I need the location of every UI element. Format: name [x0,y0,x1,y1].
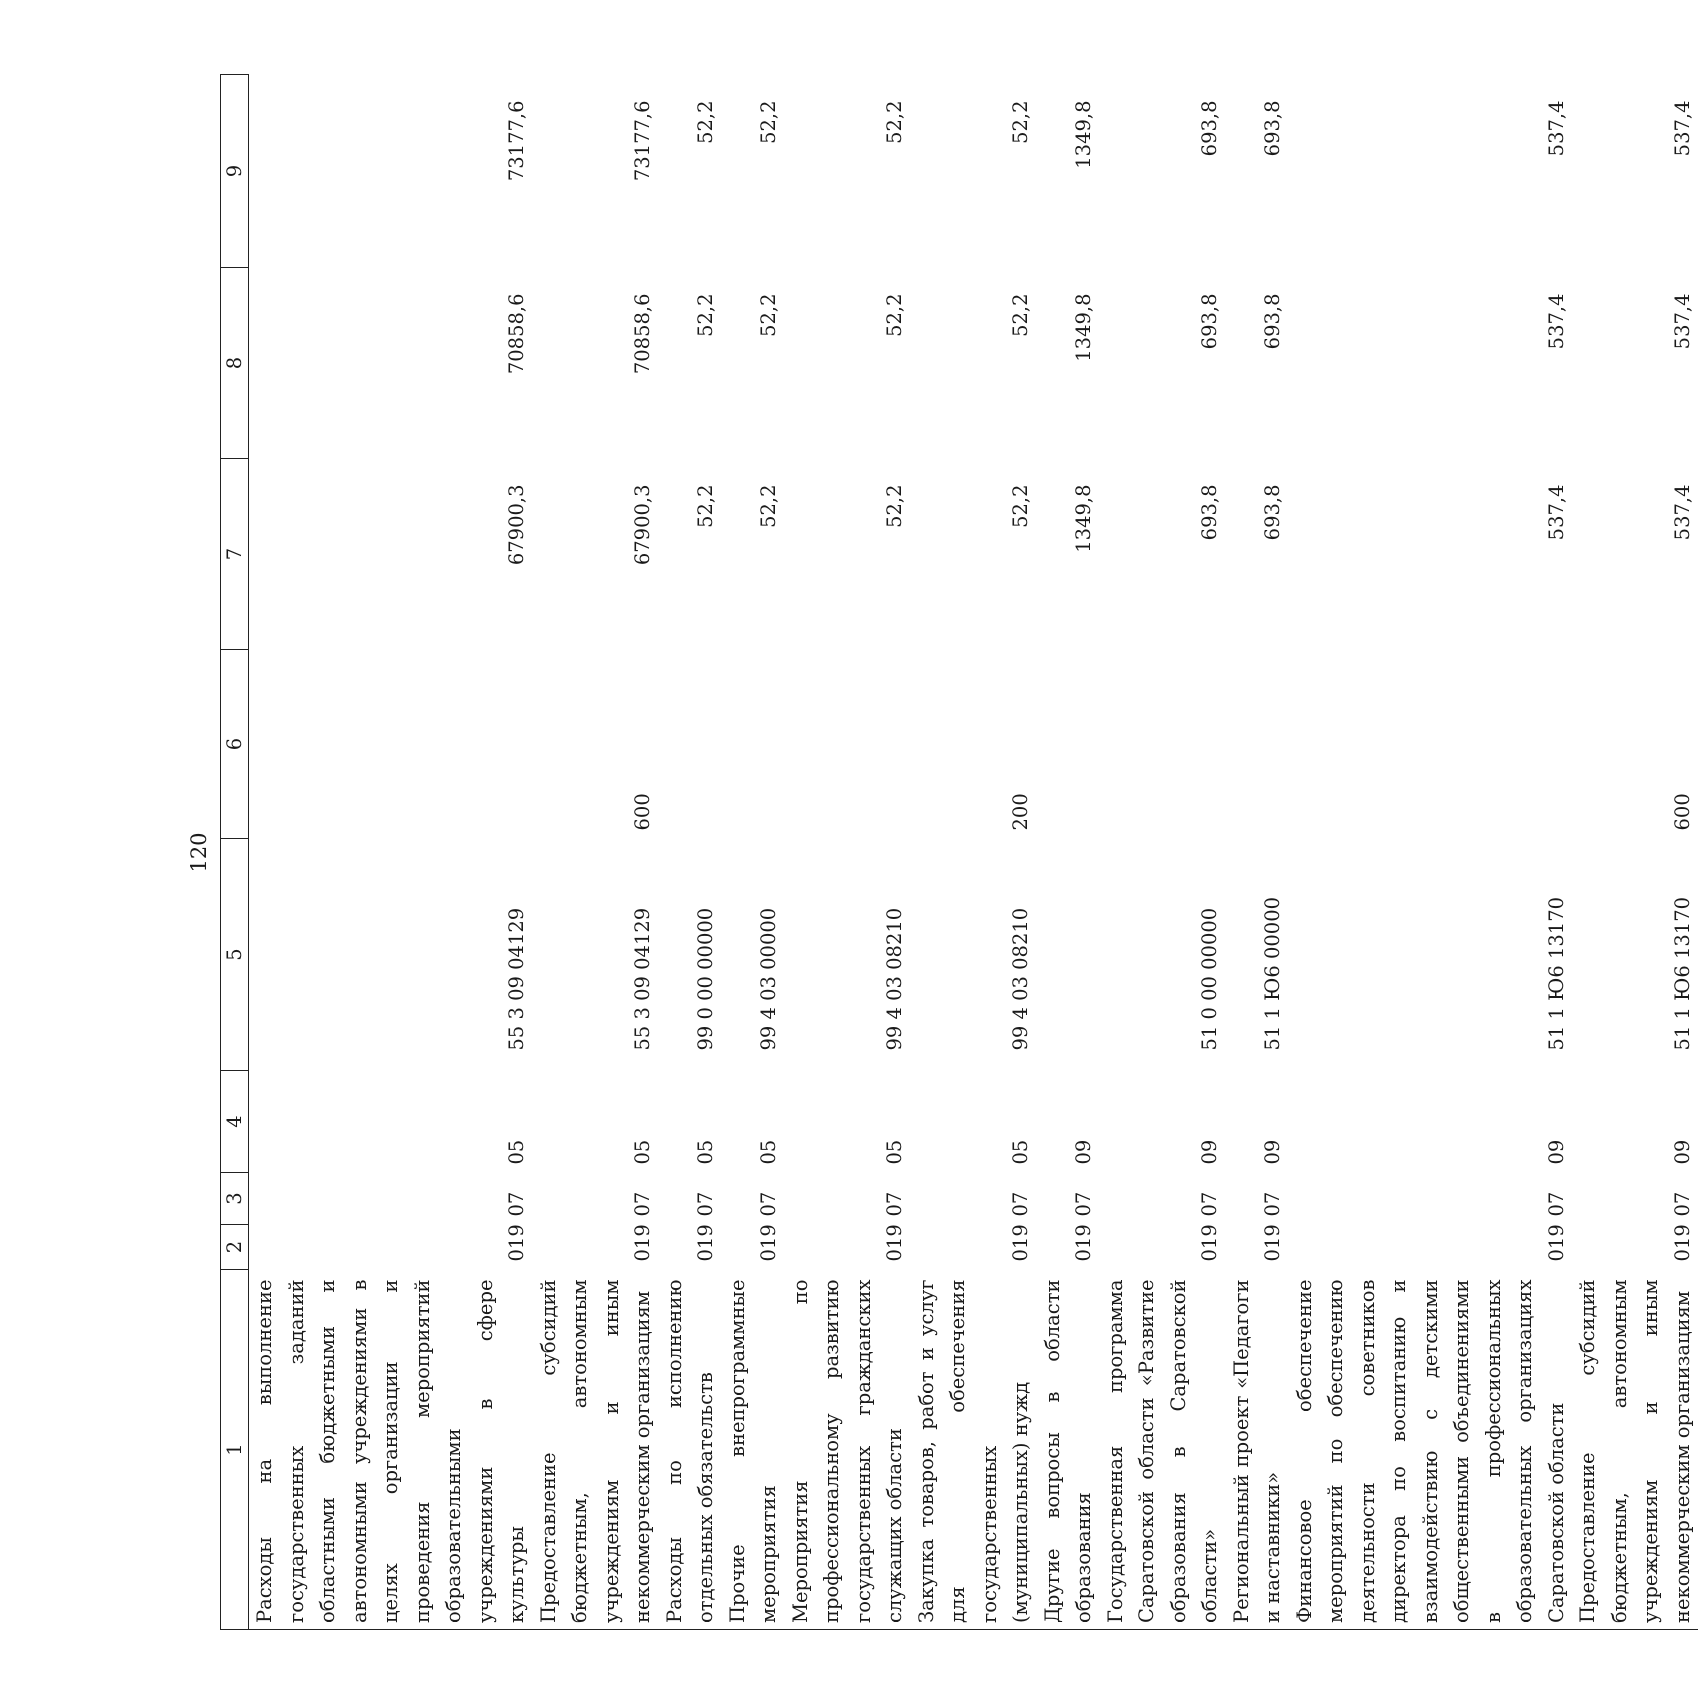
cell-section: 07 [1670,1191,1694,1217]
cell-year-2: 70858,6 [631,293,654,375]
cell-subsection: 09 [1670,1139,1694,1165]
cell-target-article: 99 0 00 00000 [694,907,717,1051]
cell-section: 07 [694,1191,717,1217]
cell-year-2: 537,4 [1544,293,1568,350]
cell-expense-type [659,650,722,839]
col-header-3: 3 [221,1173,249,1225]
cell-year-3: 693,8 [1261,100,1284,157]
cell-target-article: 51 0 00 00000 [1198,907,1221,1051]
cell-year-1: 537,4 [1544,484,1568,541]
cell-year-3: 52,2 [1009,100,1032,144]
cell-year-2: 70858,6 [505,293,528,375]
cell-year-3: 52,2 [883,100,906,144]
row-name: Расходы на выполнение государственных заданий областными бюджетными и автономными учреждениями в целях организации и проведения мероприятий образовательными учреждениями в сфере культуры [249,1270,533,1630]
table-row [785,75,911,1630]
row-name: Прочие внепрограммные мероприятия [722,1270,785,1630]
cell-year-2: 693,8 [1261,293,1284,350]
cell-expense-type: 600 [1670,793,1694,831]
cell-section: 07 [1544,1191,1568,1217]
cell-expense-type: 200 [1009,793,1032,831]
col-header-6: 6 [221,650,249,839]
cell-year-1: 67900,3 [505,484,528,566]
cell-year-1: 693,8 [1198,484,1221,541]
table-row [1100,75,1226,1630]
cell-target-article: 99 4 03 08210 [883,907,906,1051]
table-body [249,75,1698,1630]
cell-year-1: 67900,3 [631,484,654,566]
cell-subsection: 09 [1544,1139,1568,1165]
cell-year-1: 52,2 [757,484,780,528]
cell-target-article [1037,839,1100,1071]
cell-section: 07 [631,1191,654,1217]
cell-expense-type [249,650,533,839]
table-row [911,75,1037,1630]
cell-subsection: 09 [1072,1139,1095,1165]
page-number: 120 [187,832,211,873]
cell-subsection: 05 [505,1139,528,1165]
row-name: Региональный проект «Педагоги и наставники» [1226,1270,1289,1630]
cell-year-2: 52,2 [883,293,906,337]
cell-target-article: 99 4 03 00000 [757,907,780,1051]
cell-year-1: 693,8 [1261,484,1284,541]
cell-subsection: 09 [1261,1139,1284,1165]
cell-admin-code: 019 [694,1224,717,1262]
row-name: Другие вопросы в области образования [1037,1270,1100,1630]
cell-expense-type [1037,650,1100,839]
cell-subsection: 05 [1009,1139,1032,1165]
cell-year-1: 52,2 [883,484,906,528]
cell-target-article: 55 3 09 04129 [631,907,654,1051]
cell-subsection: 05 [883,1139,906,1165]
cell-admin-code: 019 [1670,1224,1694,1262]
row-name: Предоставление субсидий бюджетным, автономным учреждениям и иным некоммерческим организациям [533,1270,659,1630]
cell-section: 07 [1198,1191,1221,1217]
col-header-7: 7 [221,459,249,650]
cell-admin-code: 019 [1072,1224,1095,1262]
row-name: Расходы по исполнению отдельных обязательств [659,1270,722,1630]
cell-year-3: 73177,6 [505,100,528,182]
cell-section: 07 [1072,1191,1095,1217]
cell-subsection: 09 [1198,1139,1221,1165]
column-number-row [221,75,249,1630]
row-name: Закупка товаров, работ и услуг для обеспечения государственных (муниципальных) нужд [911,1270,1037,1630]
row-name: Государственная программа Саратовской области «Развитие образования в Саратовской области» [1100,1270,1226,1630]
cell-year-2: 52,2 [1009,293,1032,337]
cell-subsection: 05 [694,1139,717,1165]
cell-admin-code: 019 [1009,1224,1032,1262]
cell-year-2: 537,4 [1670,293,1694,350]
cell-year-3: 1349,8 [1072,100,1095,169]
cell-expense-type [1289,650,1573,839]
cell-year-1: 52,2 [1009,484,1032,528]
cell-year-3: 52,2 [694,100,717,144]
cell-admin-code: 019 [1198,1224,1221,1262]
cell-expense-type: 600 [631,793,654,831]
table-row [533,75,659,1630]
table-row [722,75,785,1630]
cell-subsection: 05 [757,1139,780,1165]
cell-section: 07 [505,1191,528,1217]
cell-expense-type [1226,650,1289,839]
cell-target-article: 99 4 03 08210 [1009,907,1032,1051]
col-header-9: 9 [221,75,249,268]
cell-admin-code: 019 [1544,1224,1568,1262]
cell-year-1: 1349,8 [1072,484,1095,553]
cell-year-2: 693,8 [1198,293,1221,350]
table-row [659,75,722,1630]
cell-target-article: 51 1 Ю6 00000 [1261,896,1284,1051]
cell-admin-code: 019 [1261,1224,1284,1262]
col-header-5: 5 [221,839,249,1071]
cell-year-3: 73177,6 [631,100,654,182]
cell-year-1: 52,2 [694,484,717,528]
cell-subsection: 05 [631,1139,654,1165]
cell-admin-code: 019 [883,1224,906,1262]
cell-year-3: 537,4 [1670,100,1694,157]
table-row [1289,75,1573,1630]
col-header-4: 4 [221,1071,249,1173]
cell-section: 07 [757,1191,780,1217]
cell-admin-code: 019 [631,1224,654,1262]
cell-expense-type [785,650,911,839]
cell-admin-code: 019 [757,1224,780,1262]
cell-year-2: 52,2 [694,293,717,337]
cell-year-2: 52,2 [757,293,780,337]
cell-section: 07 [1261,1191,1284,1217]
cell-year-3: 537,4 [1544,100,1568,157]
col-header-8: 8 [221,268,249,459]
cell-admin-code: 019 [505,1224,528,1262]
col-header-1: 1 [221,1270,249,1630]
rotated-page [150,75,1694,1630]
table-row [1572,75,1698,1630]
col-header-2: 2 [221,1225,249,1270]
cell-year-2: 1349,8 [1072,293,1095,362]
cell-year-3: 693,8 [1198,100,1221,157]
cell-target-article: 55 3 09 04129 [505,907,528,1051]
cell-year-1: 537,4 [1670,484,1694,541]
cell-target-article: 51 1 Ю6 13170 [1544,896,1568,1051]
row-name: Предоставление субсидий бюджетным, автономным учреждениям и иным некоммерческим организациям [1572,1270,1698,1630]
budget-table [220,74,1698,1630]
cell-expense-type [1100,650,1226,839]
cell-section: 07 [1009,1191,1032,1217]
cell-expense-type [722,650,785,839]
row-name: Финансовое обеспечение мероприятий по обеспечению деятельности советников директора по воспитанию и взаимодействию с детскими общественными объединениями в профессиональных образовательных организациях Саратовской области [1289,1270,1573,1630]
row-name: Мероприятия по профессиональному развитию государственных гражданских служащих области [785,1270,911,1630]
cell-target-article: 51 1 Ю6 13170 [1670,896,1694,1051]
table-row [1226,75,1289,1630]
table-row [1037,75,1100,1630]
table-row [249,75,533,1630]
cell-year-3: 52,2 [757,100,780,144]
cell-section: 07 [883,1191,906,1217]
